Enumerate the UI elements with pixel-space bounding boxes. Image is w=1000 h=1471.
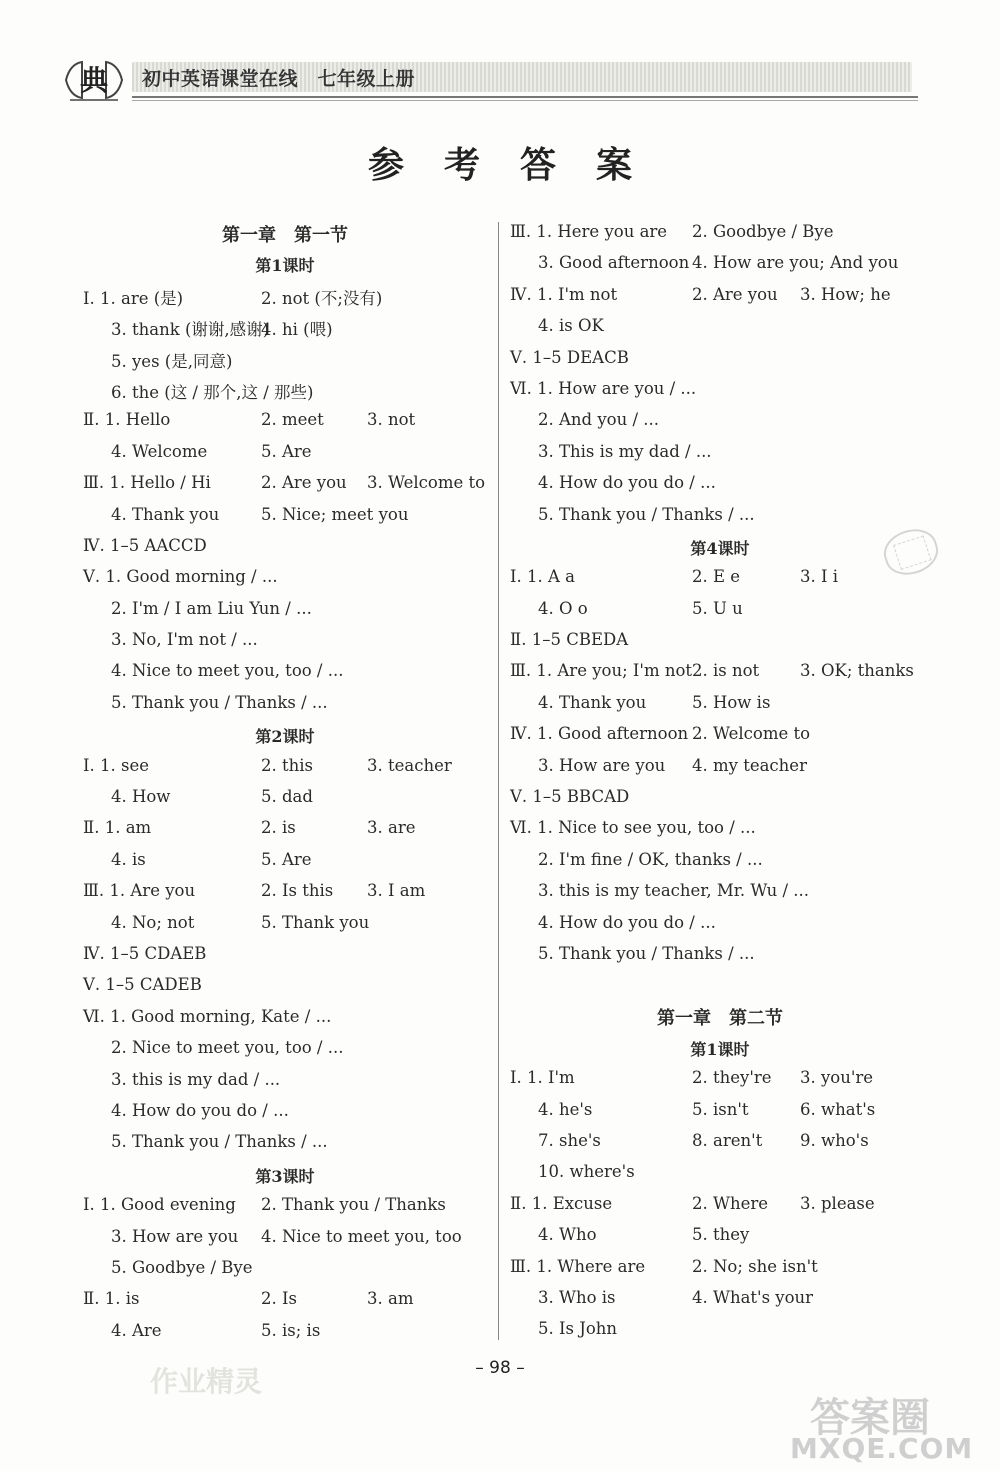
answer-cell: 2. is [261, 818, 296, 838]
answer-cell: 5. Thank you / Thanks / ... [538, 504, 755, 524]
answer-row [75, 687, 495, 718]
answer-cell: 4. What's your [692, 1287, 814, 1307]
answer-cell: 2. Are you [692, 284, 778, 304]
answer-row [510, 624, 930, 655]
answer-cell: 3. this is my dad / ... [111, 1069, 281, 1089]
answer-cell: 7. she's [538, 1130, 601, 1150]
answer-cell: 3. thank (谢谢,感谢) [111, 320, 270, 340]
answer-cell: 4. Thank you [538, 692, 647, 712]
document-title: 参考答案 [367, 144, 672, 186]
answer-cell: Ⅳ. 1. I'm not [510, 284, 618, 304]
page-header [60, 52, 920, 112]
watermark-right-top: 答案圈 [810, 1394, 930, 1441]
answer-cell: Ⅰ. 1. are (是) [83, 288, 184, 308]
watermark-left: 作业精灵 [150, 1365, 263, 1398]
column-divider [498, 222, 499, 1340]
answer-row [510, 938, 930, 969]
answer-cell: 2. I'm / I am Liu Yun / ... [111, 598, 312, 618]
answer-row [510, 1062, 930, 1093]
answer-cell: 5. yes (是,同意) [111, 351, 233, 371]
subheading-text: 第1课时 [690, 1039, 750, 1059]
answer-cell: 3. are [367, 818, 416, 838]
answer-cell: Ⅲ. 1. Are you [83, 881, 196, 901]
answer-cell: 5. Thank you / Thanks / ... [538, 943, 755, 963]
answer-cell: Ⅰ. 1. A a [510, 567, 575, 587]
answer-cell: 5. U u [692, 598, 743, 618]
answer-row [510, 687, 930, 718]
answer-cell: 3. Welcome to [367, 473, 486, 493]
answer-row [510, 593, 930, 624]
answer-cell: 3. OK; thanks [800, 661, 914, 681]
answer-cell: Ⅱ. 1. am [83, 818, 152, 838]
answer-row [510, 310, 930, 341]
answer-cell: Ⅲ. 1. Here you are [510, 222, 668, 241]
answer-cell: 2. is not [692, 661, 760, 681]
answer-row [510, 1125, 930, 1156]
answer-cell: 2. not (不;没有) [261, 288, 383, 308]
answer-cell: 3. teacher [367, 755, 452, 775]
answer-cell: 3. Good afternoon [538, 253, 690, 273]
answer-row [75, 1315, 495, 1346]
answer-cell: 5. isn't [692, 1099, 749, 1119]
answer-cell: 5. is; is [261, 1320, 321, 1340]
subheading-text: 第3课时 [255, 1166, 315, 1186]
answer-row [75, 781, 495, 812]
answer-cell: 3. I am [367, 881, 426, 901]
watermark-right-bottom: MXQE.COM [790, 1432, 974, 1465]
answer-row [510, 1188, 930, 1219]
answer-row [75, 750, 495, 781]
answer-row [510, 436, 930, 467]
answer-cell: 6. what's [800, 1099, 876, 1119]
section-spacer [510, 969, 930, 999]
answer-cell: 5. Is John [538, 1319, 618, 1339]
answer-cell: 5. dad [261, 787, 313, 807]
answer-row [510, 561, 930, 592]
answer-cell: 3. Who is [538, 1287, 616, 1307]
answer-row [75, 593, 495, 624]
answer-row [510, 655, 930, 686]
answer-row [75, 1126, 495, 1157]
answer-row [510, 907, 930, 938]
answer-cell: 2. Welcome to [692, 724, 811, 744]
logo-glyph: 典 [79, 64, 109, 97]
answer-cell: Ⅰ. 1. see [83, 755, 149, 775]
answer-cell: Ⅲ. 1. Hello / Hi [83, 473, 211, 493]
answer-row [75, 844, 495, 875]
answer-row [75, 404, 495, 435]
answer-cell: 4. How are you; And you [692, 253, 899, 273]
answer-row [510, 1251, 930, 1282]
answer-cell: 5. Thank you / Thanks / ... [111, 1132, 328, 1152]
header-title: 初中英语课堂在线 七年级上册 [142, 68, 416, 90]
answer-row [510, 875, 930, 906]
answer-cell: Ⅲ. 1. Are you; I'm not [510, 661, 693, 681]
answer-cell: Ⅳ. 1. Good afternoon [510, 724, 689, 744]
answer-cell: Ⅳ. 1–5 AACCD [83, 535, 207, 555]
answer-row [510, 1094, 930, 1125]
answer-cell: Ⅳ. 1–5 CDAEB [83, 943, 207, 963]
answer-cell: Ⅱ. 1–5 CBEDA [510, 630, 629, 650]
lesson-heading [75, 1158, 495, 1189]
answer-cell: 2. they're [692, 1068, 772, 1088]
answer-cell: 5. Are [261, 849, 312, 869]
answer-cell: 4. Nice to meet you, too [261, 1226, 462, 1246]
book-logo-icon [62, 56, 126, 104]
answer-cell: 3. How are you [111, 1226, 239, 1246]
answer-cell: 4. is [111, 849, 146, 869]
answer-cell: 5. Goodbye / Bye [111, 1257, 253, 1277]
answer-row [75, 1283, 495, 1314]
section-heading [510, 999, 930, 1030]
answer-cell: 3. this is my teacher, Mr. Wu / ... [538, 881, 810, 901]
answer-cell: 4. Welcome [111, 441, 208, 461]
answer-cell: 5. How is [692, 692, 771, 712]
answer-row [510, 373, 930, 404]
subheading-text: 第2课时 [255, 727, 315, 747]
answer-row [75, 875, 495, 906]
answer-cell: 5. Nice; meet you [261, 504, 409, 524]
header-rule-thin [132, 100, 918, 101]
answer-cell: 8. aren't [692, 1130, 763, 1150]
answer-row [75, 467, 495, 498]
answer-cell: 3. not [367, 410, 416, 430]
answer-cell: 5. Thank you [261, 912, 370, 932]
answer-cell: 2. Is [261, 1289, 297, 1309]
answer-cell: 4. How [111, 787, 171, 807]
answer-row [75, 1001, 495, 1032]
answer-cell: 4. How do you do / ... [538, 473, 716, 493]
answer-row [510, 467, 930, 498]
answer-cell: 3. I i [800, 567, 839, 587]
answer-row [510, 1219, 930, 1250]
answer-cell: Ⅱ. 1. Hello [83, 410, 171, 430]
answer-cell: Ⅱ. 1. is [83, 1289, 140, 1309]
answer-cell: 4. Who [538, 1225, 597, 1245]
answer-cell: 2. Where [692, 1193, 768, 1213]
answer-cell: 5. Are [261, 441, 312, 461]
answer-cell: 3. No, I'm not / ... [111, 630, 258, 650]
answer-row [75, 1032, 495, 1063]
answer-row [510, 1282, 930, 1313]
subheading-text: 第1课时 [255, 256, 315, 276]
lesson-heading [75, 718, 495, 749]
answer-row [510, 718, 930, 749]
answer-row [510, 216, 930, 247]
answer-cell: Ⅴ. 1–5 DEACB [510, 347, 629, 367]
answer-row [510, 750, 930, 781]
answer-row [75, 436, 495, 467]
answer-cell: 9. who's [800, 1130, 869, 1150]
answer-row [75, 530, 495, 561]
answer-cell: Ⅱ. 1. Excuse [510, 1193, 613, 1213]
answer-row [75, 812, 495, 843]
page-number: – 98 – [475, 1358, 525, 1378]
answer-cell: 2. No; she isn't [692, 1256, 818, 1276]
answer-row [510, 247, 930, 278]
answer-cell: Ⅰ. 1. Good evening [83, 1195, 236, 1215]
answer-cell: 2. Are you [261, 473, 347, 493]
answer-cell: Ⅲ. 1. Where are [510, 1256, 646, 1276]
answer-cell: 5. Thank you / Thanks / ... [111, 692, 328, 712]
answer-cell: 2. I'm fine / OK, thanks / ... [538, 849, 763, 869]
answer-cell: Ⅵ. 1. How are you / ... [510, 378, 697, 398]
answer-cell: 2. Nice to meet you, too / ... [111, 1038, 344, 1058]
answer-row [75, 1221, 495, 1252]
answer-cell: 3. How; he [800, 284, 891, 304]
answer-cell: 4. is OK [538, 316, 604, 336]
lesson-heading [510, 1031, 930, 1062]
answer-cell: Ⅵ. 1. Good morning, Kate / ... [83, 1006, 332, 1026]
heading-text: 第一章 第一节 [222, 225, 348, 246]
answer-cell: 3. How are you [538, 755, 666, 775]
answer-row [510, 404, 930, 435]
answer-row [75, 310, 495, 341]
answer-cell: 2. Thank you / Thanks [261, 1195, 446, 1215]
answer-row [510, 844, 930, 875]
header-rule [132, 96, 918, 98]
answer-row [75, 279, 495, 310]
answer-cell: Ⅵ. 1. Nice to see you, too / ... [510, 818, 756, 838]
answer-cell: 5. they [692, 1225, 750, 1245]
answer-cell: 3. you're [800, 1068, 874, 1088]
answer-cell: 4. Nice to meet you, too / ... [111, 661, 344, 681]
answer-cell: 2. Is this [261, 881, 334, 901]
subheading-text: 第4课时 [690, 538, 750, 558]
answer-row [75, 1252, 495, 1283]
answer-row [510, 279, 930, 310]
answer-row [75, 624, 495, 655]
answer-cell: 4. my teacher [692, 755, 807, 775]
answer-cell: 4. O o [538, 598, 588, 618]
answer-cell: 2. this [261, 755, 313, 775]
answer-cell: 3. am [367, 1289, 414, 1309]
answer-row [510, 1156, 930, 1187]
answer-cell: 2. E e [692, 567, 741, 587]
answer-cell: 4. he's [538, 1099, 593, 1119]
section-heading [75, 216, 495, 247]
lesson-heading [510, 530, 930, 561]
answer-row [75, 1189, 495, 1220]
answer-cell: 2. And you / ... [538, 410, 660, 430]
answer-row [75, 655, 495, 686]
answer-cell: 4. How do you do / ... [538, 912, 716, 932]
answer-cell: 4. No; not [111, 912, 195, 932]
left-column [75, 216, 495, 1346]
answer-cell: 2. Goodbye / Bye [692, 222, 834, 241]
answer-cell: 4. Are [111, 1320, 162, 1340]
answer-row [75, 1095, 495, 1126]
answer-cell: 10. where's [538, 1162, 635, 1182]
answer-cell: Ⅰ. 1. I'm [510, 1068, 575, 1088]
lesson-heading [75, 247, 495, 278]
answer-row [75, 1064, 495, 1095]
answer-row [75, 907, 495, 938]
answer-row [75, 969, 495, 1000]
answer-cell: 3. please [800, 1193, 875, 1213]
heading-text: 第一章 第二节 [657, 1008, 783, 1030]
answer-cell: Ⅴ. 1–5 CADEB [83, 975, 202, 995]
answer-cell: 4. How do you do / ... [111, 1100, 289, 1120]
answer-row [510, 342, 930, 373]
answer-row [510, 1313, 930, 1344]
answer-row [75, 373, 495, 404]
answer-cell: 4. hi (喂) [261, 320, 333, 340]
answer-cell: 3. This is my dad / ... [538, 441, 712, 461]
answer-row [75, 561, 495, 592]
answer-cell: Ⅴ. 1. Good morning / ... [83, 567, 278, 587]
answer-row [510, 781, 930, 812]
answer-cell: Ⅴ. 1–5 BBCAD [510, 787, 630, 807]
answer-cell: 4. Thank you [111, 504, 220, 524]
answer-row [510, 812, 930, 843]
answer-row [75, 938, 495, 969]
answer-cell: 2. meet [261, 410, 324, 430]
answer-row [75, 499, 495, 530]
answer-row [75, 342, 495, 373]
answer-cell: 6. the (这 / 那个,这 / 那些) [111, 382, 314, 402]
answer-row [510, 499, 930, 530]
right-column [510, 216, 930, 1345]
